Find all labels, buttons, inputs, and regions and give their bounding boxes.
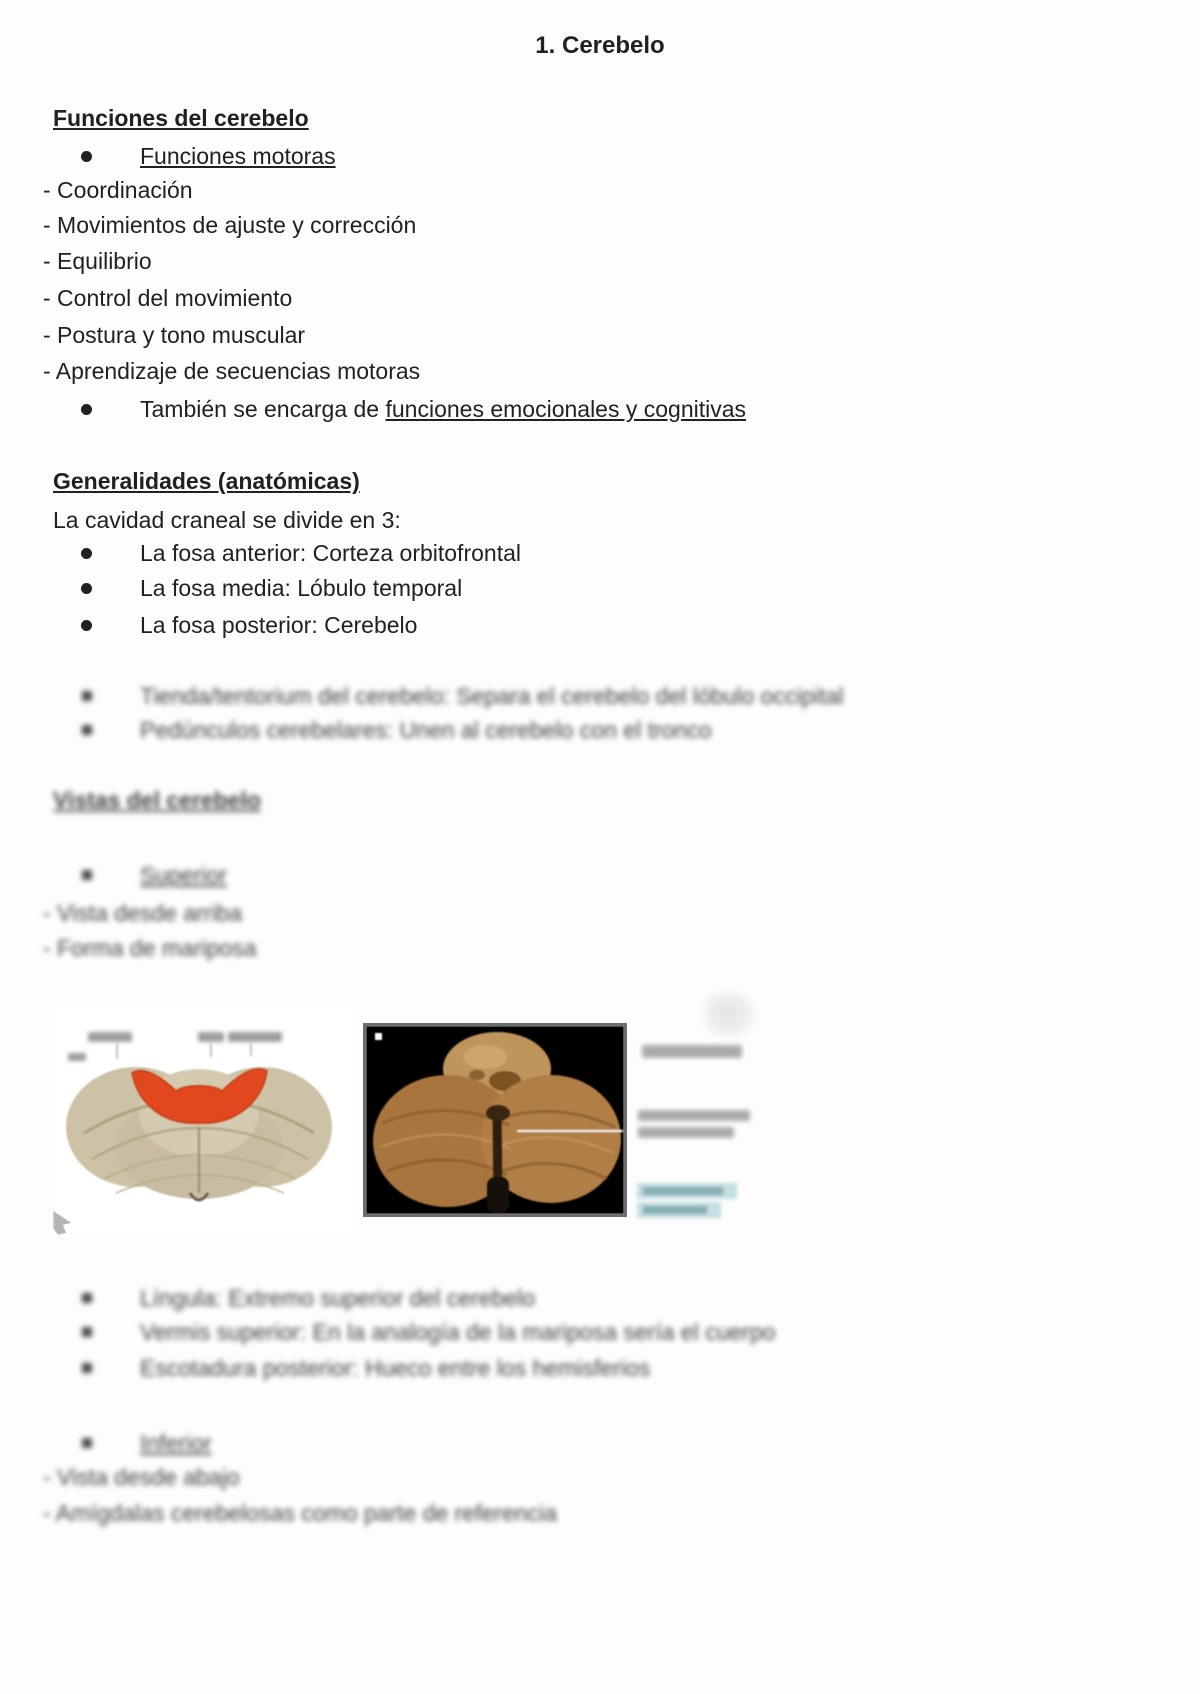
bullet-fosa-posterior xyxy=(0,612,1200,639)
list-item: - Equilibrio xyxy=(43,248,152,274)
bullet-text: Inferior xyxy=(140,1430,212,1456)
bullet-fosa-media xyxy=(0,575,1200,602)
bullet-text: Pedúnculos cerebelares: Unen al cerebelo con el tronco xyxy=(140,717,712,743)
bullet-text: Tienda/tentorium del cerebelo: Separa el cerebelo del lóbulo occipital xyxy=(140,683,844,709)
cerebellum-superior-drawing xyxy=(62,1035,344,1205)
cerebellum-illustration-image[interactable] xyxy=(52,1005,354,1237)
bullet-text: La fosa posterior: Cerebelo xyxy=(140,612,418,638)
bullet-text: Escotadura posterior: Hueco entre los hemisferios xyxy=(140,1355,651,1381)
bullet-dot xyxy=(82,725,92,735)
photo-label-highlighted-blurred xyxy=(637,1183,737,1221)
list-item: - Movimientos de ajuste y corrección xyxy=(43,212,417,238)
bullet-dot xyxy=(81,548,92,559)
bullet-superior-blurred xyxy=(0,862,1200,889)
list-item: - Control del movimiento xyxy=(43,285,293,311)
bullet-dot xyxy=(82,1293,92,1303)
photo-label-blurred xyxy=(642,1045,742,1058)
bullet-dot xyxy=(82,1438,92,1448)
bullet-text: La fosa anterior: Corteza orbitofrontal xyxy=(140,540,521,566)
bullet-dot xyxy=(82,1327,92,1337)
underlined-text: funciones emocionales y cognitivas xyxy=(385,396,747,422)
bullet-funciones-cognitivas xyxy=(0,396,1200,423)
bullet-text xyxy=(140,396,746,422)
bullet-inferior-blurred xyxy=(0,1430,1200,1457)
cerebellum-photo-drawing xyxy=(367,1027,623,1213)
list-item: - Coordinación xyxy=(43,177,193,203)
list-item: - Aprendizaje de secuencias motoras xyxy=(43,358,421,384)
bullet-dot xyxy=(81,404,92,415)
list-item: - Postura y tono muscular xyxy=(43,322,306,348)
paragraph-intro: La cavidad craneal se divide en 3: xyxy=(53,507,401,533)
page-title: 1. Cerebelo xyxy=(535,32,665,59)
bullet-dot xyxy=(82,870,92,880)
bullet-text: La fosa media: Lóbulo temporal xyxy=(140,575,463,601)
highlight-line xyxy=(637,1202,721,1218)
bullet-text: Funciones motoras xyxy=(140,143,336,169)
list-item-blurred: - Vista desde abajo xyxy=(43,1464,240,1490)
list-item-blurred: - Amígdalas cerebelosas como parte de referencia xyxy=(43,1500,557,1526)
bullet-lingula-blurred xyxy=(0,1285,1200,1312)
bullet-tienda-blurred xyxy=(0,683,1200,710)
bullet-dot xyxy=(81,583,92,594)
bullet-dot xyxy=(82,691,92,701)
heading-funciones: Funciones del cerebelo xyxy=(53,105,309,131)
plain-text: También se encarga de xyxy=(140,396,386,422)
bullet-funciones-motoras xyxy=(0,143,1200,170)
highlight-line xyxy=(637,1183,737,1199)
cerebellum-photo-image[interactable] xyxy=(363,1023,627,1217)
corner-mark xyxy=(53,1208,79,1235)
bullet-dot xyxy=(81,151,92,162)
bullet-text: Vermis superior: En la analogía de la mariposa sería el cuerpo xyxy=(140,1319,776,1345)
bullet-text: Superior xyxy=(140,862,227,888)
list-item-blurred: - Forma de mariposa xyxy=(43,935,257,961)
bullet-dot xyxy=(82,1363,92,1373)
heading-vistas-blurred: Vistas del cerebelo xyxy=(53,787,261,813)
heading-generalidades: Generalidades (anatómicas) xyxy=(53,468,360,494)
highlight-text-blob xyxy=(643,1187,723,1195)
bullet-text: Língula: Extremo superior del cerebelo xyxy=(140,1285,536,1311)
bullet-dot xyxy=(81,620,92,631)
bullet-vermis-blurred xyxy=(0,1319,1200,1346)
list-item-blurred: - Vista desde arriba xyxy=(43,900,243,926)
photo-label-blurred xyxy=(638,1127,734,1138)
highlight-text-blob xyxy=(643,1206,707,1214)
bullet-fosa-anterior xyxy=(0,540,1200,567)
photo-label-blurred xyxy=(638,1110,750,1121)
bullet-escotadura-blurred xyxy=(0,1355,1200,1382)
bullet-pedunculos-blurred xyxy=(0,717,1200,744)
faint-mark xyxy=(705,993,757,1039)
